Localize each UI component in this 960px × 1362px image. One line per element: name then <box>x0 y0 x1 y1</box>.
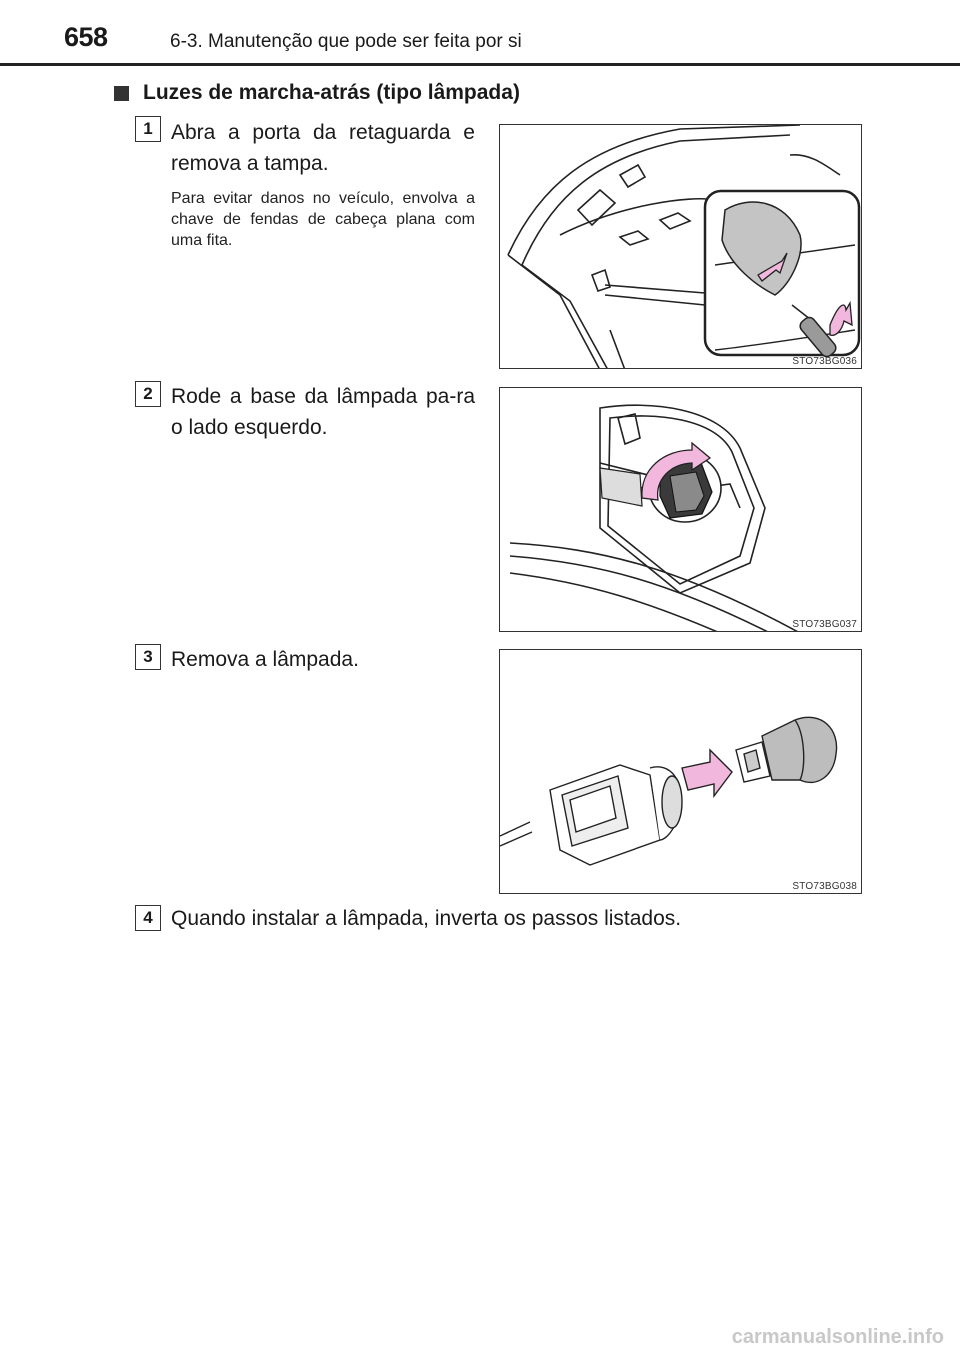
step-2-badge: 2 <box>135 381 161 407</box>
square-bullet-icon <box>114 86 129 101</box>
watermark: carmanualsonline.info <box>731 1326 944 1348</box>
bulb-removal-illustration <box>500 650 862 894</box>
step-1-text: Abra a porta da retaguarda e remova a tampa. <box>171 121 475 175</box>
trunk-cover-illustration <box>500 125 862 369</box>
step-1-badge: 1 <box>135 116 161 142</box>
figure-1-code: STO73BG036 <box>792 356 857 367</box>
figure-step-1 <box>499 124 862 369</box>
section-heading-text: Luzes de marcha-atrás (tipo lâmpada) <box>143 81 520 104</box>
page-number: 658 <box>64 22 108 52</box>
step-4-badge: 4 <box>135 905 161 931</box>
figure-step-2 <box>499 387 862 632</box>
bulb-base-rotation-illustration <box>500 388 862 632</box>
section-heading <box>114 81 520 105</box>
step-1-note: Para evitar danos no veículo, envolva a chave de fendas de cabeça plana com uma fita. <box>171 190 475 249</box>
step-4-text: Quando instalar a lâmpada, inverta os passos listados. <box>171 907 682 930</box>
figure-2-code: STO73BG037 <box>792 619 857 630</box>
step-3-badge: 3 <box>135 644 161 670</box>
figure-step-3 <box>499 649 862 894</box>
step-3-text: Remova a lâmpada. <box>171 648 359 671</box>
step-2-text: Rode a base da lâmpada pa-ra o lado esquerdo. <box>171 385 475 439</box>
section-title: 6-3. Manutenção que pode ser feita por si <box>170 31 522 52</box>
header-divider <box>0 63 960 66</box>
figure-3-code: STO73BG038 <box>792 881 857 892</box>
